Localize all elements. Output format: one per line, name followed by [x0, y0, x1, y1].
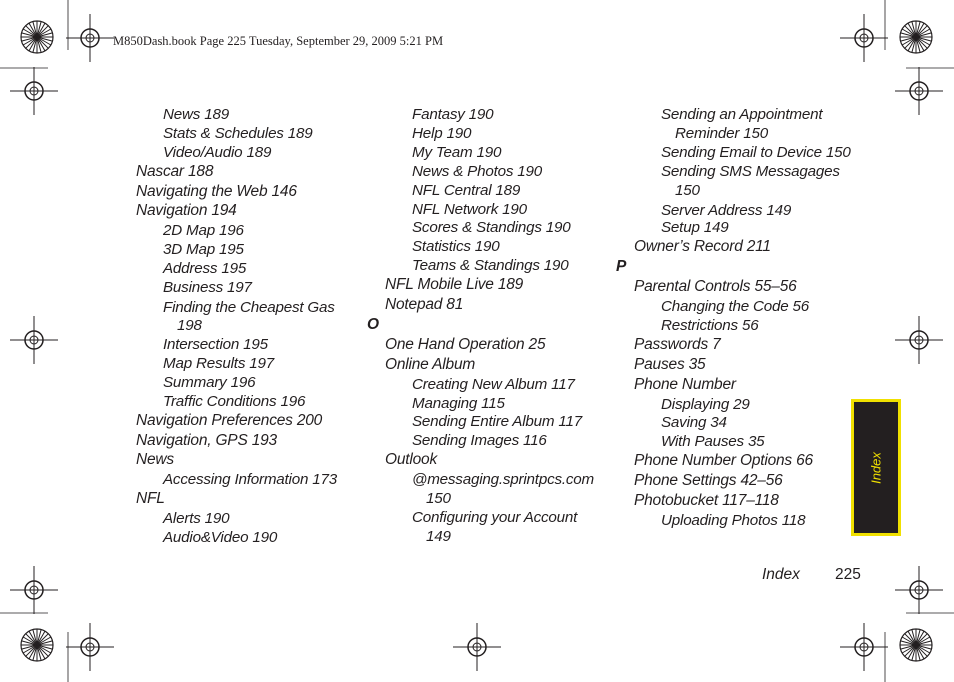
index-subentry: News & Photos 190	[412, 163, 542, 180]
index-entry: Pauses 35	[634, 356, 706, 373]
index-entry: NFL Mobile Live 189	[385, 276, 524, 293]
index-subentry: Scores & Standings 190	[412, 219, 571, 236]
footer-section-label: Index	[762, 566, 800, 583]
index-subentry: Help 190	[412, 125, 472, 142]
index-subentry: 198	[177, 317, 202, 334]
index-entry: Nascar 188	[136, 163, 214, 180]
index-entry: Owner’s Record 211	[634, 238, 771, 255]
index-subentry: Teams & Standings 190	[412, 257, 569, 274]
index-subentry: Statistics 190	[412, 238, 500, 255]
index-entry: Phone Settings 42–56	[634, 472, 783, 489]
index-entry: One Hand Operation 25	[385, 336, 546, 353]
index-subentry: Summary 196	[163, 374, 256, 391]
index-entry: NFL	[136, 490, 165, 507]
index-subentry: Restrictions 56	[661, 317, 759, 334]
index-subentry: Displaying 29	[661, 396, 750, 413]
index-subentry: Video/Audio 189	[163, 144, 272, 161]
index-subentry: Saving 34	[661, 414, 727, 431]
index-entry: Navigation 194	[136, 202, 237, 219]
index-letter-heading: P	[616, 258, 627, 275]
index-subentry: Traffic Conditions 196	[163, 393, 306, 410]
index-subentry: Server Address 149	[661, 202, 792, 219]
index-subentry: @messaging.sprintpcs.com	[412, 471, 594, 488]
index-entry: Phone Number Options 66	[634, 452, 813, 469]
index-subentry: Address 195	[163, 260, 247, 277]
index-subentry: NFL Central 189	[412, 182, 521, 199]
index-subentry: Uploading Photos 118	[661, 512, 806, 529]
index-entry: Online Album	[385, 356, 476, 373]
index-subentry: 3D Map 195	[163, 241, 244, 258]
index-subentry: Setup 149	[661, 219, 729, 236]
index-subentry: 150	[426, 490, 451, 507]
index-subentry: Audio&Video 190	[163, 529, 278, 546]
index-subentry: Reminder 150	[675, 125, 768, 142]
index-subentry: 2D Map 196	[163, 222, 244, 239]
page-number: 225	[835, 566, 861, 583]
index-subentry: Creating New Album 117	[412, 376, 575, 393]
index-entry: Outlook	[385, 451, 438, 468]
index-subentry: Sending Entire Album 117	[412, 413, 582, 430]
index-subentry: 149	[426, 528, 451, 545]
index-subentry: Map Results 197	[163, 355, 274, 372]
index-entry: Phone Number	[634, 376, 736, 393]
index-subentry: Configuring your Account	[412, 509, 578, 526]
index-entry: Notepad 81	[385, 296, 464, 313]
index-subentry: Sending SMS Messagages	[661, 163, 840, 180]
index-letter-heading: O	[367, 316, 379, 333]
index-entry: Photobucket 117–118	[634, 492, 779, 509]
index-subentry: News 189	[163, 106, 229, 123]
index-entry: Navigation, GPS 193	[136, 432, 277, 449]
index-subentry: Sending an Appointment	[661, 106, 823, 123]
index-subentry: My Team 190	[412, 144, 502, 161]
index-entry: Passwords 7	[634, 336, 721, 353]
book-header-line: M850Dash.book Page 225 Tuesday, September 29, 2009 5:21 PM	[113, 34, 444, 48]
index-subentry: Managing 115	[412, 395, 505, 412]
index-subentry: With Pauses 35	[661, 433, 765, 450]
index-subentry: Alerts 190	[163, 510, 230, 527]
index-subentry: Stats & Schedules 189	[163, 125, 313, 142]
index-subentry: Sending Images 116	[412, 432, 547, 449]
side-tab-label: Index	[868, 451, 884, 484]
index-subentry: Fantasy 190	[412, 106, 494, 123]
index-subentry: Accessing Information 173	[163, 471, 337, 488]
index-subentry: Intersection 195	[163, 336, 268, 353]
index-subentry: Business 197	[163, 279, 252, 296]
index-subentry: 150	[675, 182, 700, 199]
index-entry: News	[136, 451, 174, 468]
index-subentry: Sending Email to Device 150	[661, 144, 851, 161]
index-subentry: Finding the Cheapest Gas	[163, 299, 335, 316]
index-entry: Parental Controls 55–56	[634, 278, 797, 295]
index-entry: Navigation Preferences 200	[136, 412, 323, 429]
index-subentry: Changing the Code 56	[661, 298, 809, 315]
index-subentry: NFL Network 190	[412, 201, 527, 218]
index-entry: Navigating the Web 146	[136, 183, 297, 200]
